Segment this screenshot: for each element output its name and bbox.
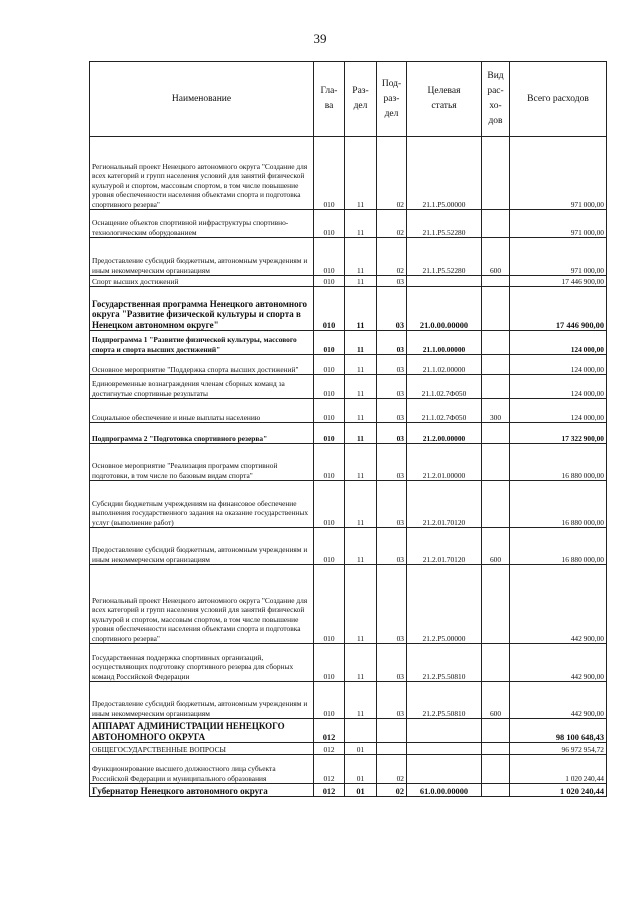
table-cell-razdel: 01 (345, 743, 377, 755)
table-cell-name: Предоставление субсидий бюджетным, автономным учреждениям и иным некоммерческим организациям (90, 682, 314, 719)
table-cell-glava: 012 (314, 719, 345, 743)
table-cell-glava: 010 (314, 137, 345, 210)
table-cell-name: АППАРАТ АДМИНИСТРАЦИИ НЕНЕЦКОГО АВТОНОМНОГО ОКРУГА (90, 719, 314, 743)
table-cell-vid (482, 355, 510, 375)
table-cell-total: 124 000,00 (510, 355, 607, 375)
table-cell-name: Основное мероприятие "Поддержка спорта высших достижений" (90, 355, 314, 375)
table-cell-vid: 600 (482, 528, 510, 565)
table-cell-glava: 010 (314, 528, 345, 565)
table-row (90, 565, 607, 644)
table-cell-vid (482, 444, 510, 481)
table-cell-glava: 010 (314, 444, 345, 481)
table-row (90, 375, 607, 399)
table-cell-vid (482, 743, 510, 755)
table-row (90, 444, 607, 481)
table-cell-total: 17 446 900,00 (510, 276, 607, 287)
table-cell-target: 21.0.00.00000 (407, 287, 482, 331)
table-cell-target (407, 743, 482, 755)
header-total: Всего расходов (510, 62, 607, 137)
table-cell-target: 21.2.01.70120 (407, 481, 482, 528)
table-cell-razdel: 11 (345, 528, 377, 565)
table-cell-name: Социальное обеспечение и иные выплаты населению (90, 399, 314, 423)
table-cell-vid: 600 (482, 238, 510, 276)
table-cell-glava: 012 (314, 743, 345, 755)
table-cell-target: 21.1.02.7Ф050 (407, 399, 482, 423)
header-row (90, 62, 607, 137)
table-cell-podrazdel: 02 (377, 137, 407, 210)
table-cell-podrazdel: 03 (377, 644, 407, 682)
table-row (90, 276, 607, 287)
table-row (90, 137, 607, 210)
table-cell-name: Региональный проект Ненецкого автономного округа "Создание для всех категорий и групп населения условий для занятий физической культурой и спортом, массовым спортом, в том числе повышение уровня обеспеченности населения объектами спорта и подготовка спортивного резерва" (90, 137, 314, 210)
table-cell-vid (482, 644, 510, 682)
table-cell-glava: 010 (314, 481, 345, 528)
table-cell-target (407, 755, 482, 784)
table-cell-glava: 010 (314, 644, 345, 682)
table-cell-razdel: 11 (345, 565, 377, 644)
table-cell-razdel: 11 (345, 210, 377, 238)
table-cell-target: 21.2.P5.50810 (407, 644, 482, 682)
table-cell-podrazdel: 02 (377, 755, 407, 784)
table-cell-target: 21.2.01.00000 (407, 444, 482, 481)
table-cell-total: 442 900,00 (510, 682, 607, 719)
table-cell-podrazdel: 03 (377, 355, 407, 375)
table-cell-vid (482, 210, 510, 238)
table-cell-target: 21.2.00.00000 (407, 423, 482, 444)
table-cell-vid: 600 (482, 682, 510, 719)
table-cell-target (407, 276, 482, 287)
table-cell-total: 971 000,00 (510, 238, 607, 276)
table-cell-podrazdel: 03 (377, 331, 407, 355)
table-cell-name: Субсидии бюджетным учреждениям на финансовое обеспечение выполнения государственного задания на оказание государственных услуг (выполнение работ) (90, 481, 314, 528)
table-cell-vid: 300 (482, 399, 510, 423)
table-row (90, 210, 607, 238)
table-cell-glava: 010 (314, 682, 345, 719)
header-vid: Вид рас- хо- дов (482, 62, 510, 137)
header-glava: Гла- ва (314, 62, 345, 137)
table-cell-podrazdel: 03 (377, 565, 407, 644)
table-row (90, 481, 607, 528)
table-cell-glava: 010 (314, 399, 345, 423)
table-cell-name: Предоставление субсидий бюджетным, автономным учреждениям и иным некоммерческим организациям (90, 238, 314, 276)
table-cell-name: Оснащение объектов спортивной инфраструктуры спортивно-технологическим оборудованием (90, 210, 314, 238)
table-cell-total: 17 322 900,00 (510, 423, 607, 444)
table-cell-vid (482, 719, 510, 743)
table-cell-total: 98 100 648,43 (510, 719, 607, 743)
table-cell-razdel: 01 (345, 755, 377, 784)
table-cell-glava: 010 (314, 375, 345, 399)
table-cell-glava: 010 (314, 565, 345, 644)
table-cell-total: 16 880 000,00 (510, 481, 607, 528)
table-cell-target: 21.2.01.70120 (407, 528, 482, 565)
table-row (90, 644, 607, 682)
table-row (90, 287, 607, 331)
table-cell-name: Единовременные вознаграждения членам сборных команд за достигнутые спортивные результаты (90, 375, 314, 399)
page-number: 39 (313, 31, 327, 46)
table-cell-razdel: 11 (345, 399, 377, 423)
header-podrazdel: Под- раз- дел (377, 62, 407, 137)
table-cell-name: Подпрограмма 1 "Развитие физической культуры, массового спорта и спорта высших достижений" (90, 331, 314, 355)
table-cell-razdel: 11 (345, 238, 377, 276)
table-cell-glava: 010 (314, 355, 345, 375)
table-cell-total: 971 000,00 (510, 137, 607, 210)
table-cell-total: 16 880 000,00 (510, 444, 607, 481)
table-cell-podrazdel (377, 719, 407, 743)
table-cell-razdel: 11 (345, 682, 377, 719)
table-cell-total: 17 446 900,00 (510, 287, 607, 331)
table-cell-razdel: 11 (345, 481, 377, 528)
table-cell-total: 1 020 240,44 (510, 784, 607, 797)
table-cell-total: 442 900,00 (510, 565, 607, 644)
table-cell-podrazdel: 03 (377, 375, 407, 399)
table-cell-total: 1 020 240,44 (510, 755, 607, 784)
table-cell-razdel: 11 (345, 423, 377, 444)
table-cell-target: 21.1.02.00000 (407, 355, 482, 375)
table-cell-vid (482, 331, 510, 355)
table-cell-podrazdel: 03 (377, 528, 407, 565)
table-cell-vid (482, 375, 510, 399)
table-cell-target (407, 719, 482, 743)
table-cell-razdel: 11 (345, 287, 377, 331)
table-cell-glava: 010 (314, 210, 345, 238)
table-cell-name: Спорт высших достижений (90, 276, 314, 287)
table-cell-name: Основное мероприятие "Реализация программ спортивной подготовки, в том числе по базовым видам спорта" (90, 444, 314, 481)
header-target: Целевая статья (407, 62, 482, 137)
table-cell-name: Государственная программа Ненецкого автономного округа "Развитие физической культуры и спорта в Ненецком автономном округе" (90, 287, 314, 331)
table-cell-razdel (345, 719, 377, 743)
table-cell-glava: 010 (314, 238, 345, 276)
table-cell-razdel: 11 (345, 276, 377, 287)
table-row (90, 743, 607, 755)
table-cell-total: 124 000,00 (510, 399, 607, 423)
table-cell-podrazdel: 03 (377, 423, 407, 444)
table-cell-razdel: 11 (345, 375, 377, 399)
table-cell-podrazdel: 03 (377, 682, 407, 719)
table-row (90, 682, 607, 719)
table-cell-name: Функционирование высшего должностного лица субъекта Российской Федерации и муниципального образования (90, 755, 314, 784)
table-row (90, 238, 607, 276)
table-cell-podrazdel: 02 (377, 784, 407, 797)
table-cell-vid (482, 481, 510, 528)
table-cell-target: 61.0.00.00000 (407, 784, 482, 797)
table-row (90, 399, 607, 423)
table-cell-razdel: 01 (345, 784, 377, 797)
table-cell-target: 21.1.P5.00000 (407, 137, 482, 210)
table-cell-name: Подпрограмма 2 "Подготовка спортивного резерва" (90, 423, 314, 444)
table-cell-name: Региональный проект Ненецкого автономного округа "Создание для всех категорий и групп населения условий для занятий физической культурой и спортом, массовым спортом, в том числе повышение уровня обеспеченности населения объектами спорта и подготовка спортивного резерва" (90, 565, 314, 644)
header-razdel: Раз- дел (345, 62, 377, 137)
header-name: Наименование (90, 62, 314, 137)
table-cell-vid (482, 423, 510, 444)
table-cell-podrazdel: 03 (377, 399, 407, 423)
table-cell-name: Предоставление субсидий бюджетным, автономным учреждениям и иным некоммерческим организациям (90, 528, 314, 565)
table-cell-podrazdel: 03 (377, 481, 407, 528)
table-cell-glava: 010 (314, 287, 345, 331)
table-cell-total: 124 000,00 (510, 375, 607, 399)
table-cell-glava: 010 (314, 276, 345, 287)
table-row (90, 755, 607, 784)
table-row (90, 528, 607, 565)
table-cell-glava: 012 (314, 755, 345, 784)
table-cell-target: 21.1.02.7Ф050 (407, 375, 482, 399)
table-cell-total: 96 972 954,72 (510, 743, 607, 755)
table-cell-podrazdel: 03 (377, 287, 407, 331)
table-cell-razdel: 11 (345, 644, 377, 682)
table-row (90, 355, 607, 375)
table-cell-vid (482, 755, 510, 784)
table-row (90, 784, 607, 797)
budget-table (89, 61, 607, 797)
table-cell-target: 21.2.P5.50810 (407, 682, 482, 719)
table-cell-target: 21.1.P5.52280 (407, 238, 482, 276)
table-cell-razdel: 11 (345, 355, 377, 375)
table-cell-total: 124 000,00 (510, 331, 607, 355)
table-cell-name: Государственная поддержка спортивных организаций, осуществляющих подготовку спортивного резерва для сборных команд Российской Федерации (90, 644, 314, 682)
table-row (90, 719, 607, 743)
table-cell-vid (482, 137, 510, 210)
table-cell-vid (482, 276, 510, 287)
table-cell-total: 971 000,00 (510, 210, 607, 238)
table-cell-glava: 010 (314, 331, 345, 355)
table-cell-razdel: 11 (345, 444, 377, 481)
table-row (90, 423, 607, 444)
table-cell-podrazdel: 03 (377, 276, 407, 287)
table-cell-total: 442 900,00 (510, 644, 607, 682)
table-cell-target: 21.1.P5.52280 (407, 210, 482, 238)
table-cell-podrazdel: 02 (377, 238, 407, 276)
table-cell-name: ОБЩЕГОСУДАРСТВЕННЫЕ ВОПРОСЫ (90, 743, 314, 755)
table-cell-podrazdel (377, 743, 407, 755)
table-cell-podrazdel: 02 (377, 210, 407, 238)
table-cell-vid (482, 287, 510, 331)
table-cell-vid (482, 784, 510, 797)
table-cell-razdel: 11 (345, 137, 377, 210)
table-cell-total: 16 880 000,00 (510, 528, 607, 565)
table-cell-target: 21.1.00.00000 (407, 331, 482, 355)
table-cell-target: 21.2.P5.00000 (407, 565, 482, 644)
table-cell-vid (482, 565, 510, 644)
table-cell-podrazdel: 03 (377, 444, 407, 481)
table-cell-glava: 010 (314, 423, 345, 444)
table-cell-razdel: 11 (345, 331, 377, 355)
table-row (90, 331, 607, 355)
table-cell-glava: 012 (314, 784, 345, 797)
table-cell-name: Губернатор Ненецкого автономного округа (90, 784, 314, 797)
